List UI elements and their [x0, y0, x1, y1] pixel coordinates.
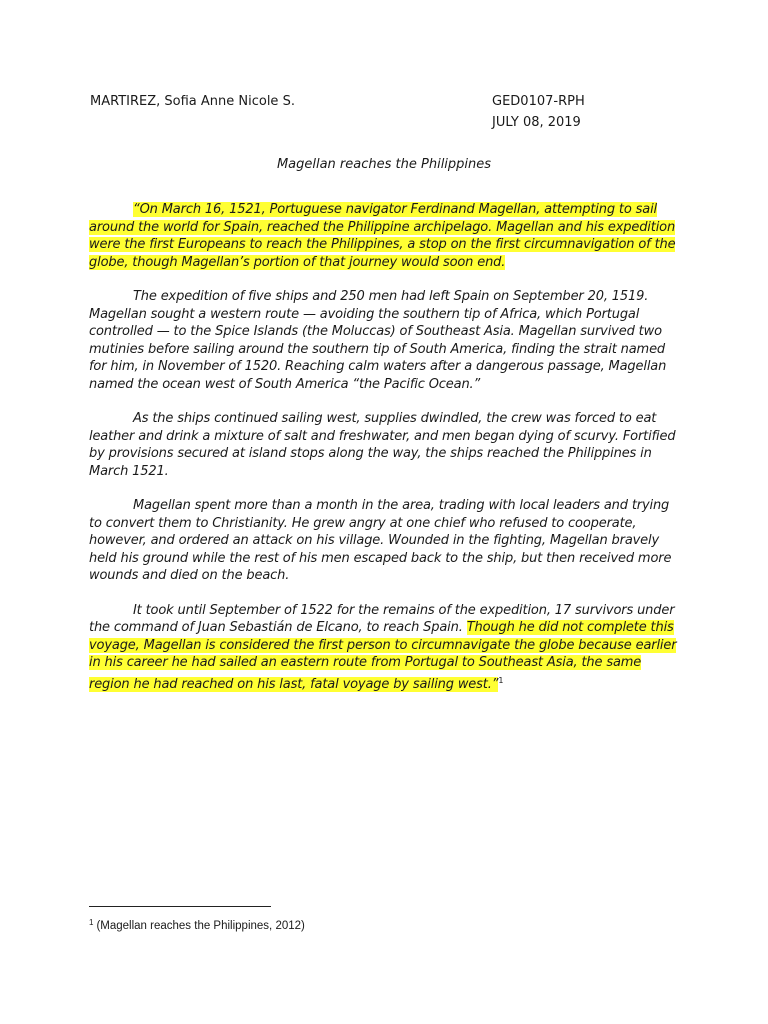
paragraph-4: Magellan spent more than a month in the area, trading with local leaders and trying to convert them to Christianity. He grew angry at one chief who refused to cooperate, however, and ordered an attack on his village. Wounded in the fighting, Magellan bravely held his ground while the rest of his men escaped back to the ship, but then received more wounds and died on the beach. — [89, 498, 672, 583]
course-code: GED0107-RPH — [492, 94, 585, 109]
footnote-text: (Magellan reaches the Philippines, 2012) — [96, 920, 305, 932]
paragraph-1 — [89, 201, 681, 271]
paragraph-2: The expedition of five ships and 250 men had left Spain on September 20, 1519. Magellan sought a western route — avoiding the southern tip of Africa, which Portugal controlled — to the Spice Islands (the Moluccas) of Southeast Asia. Magellan survived two mutinies before sailing around the southern tip of South America, finding the strait named for him, in November of 1520. Reaching calm waters after a dangerous passage, Magellan named the ocean west of South America “the Pacific Ocean.” — [89, 289, 667, 392]
document-body — [89, 201, 681, 710]
paragraph-5 — [89, 602, 681, 694]
paragraph-5-plain: It took until September of 1522 for the remains of the expedition, 17 survivors under the command of Juan Sebastián de Elcano, to reach Spain. — [89, 602, 675, 635]
submission-date: JULY 08, 2019 — [492, 115, 581, 130]
footnote-number: 1 — [89, 918, 94, 927]
document-title: Magellan reaches the Philippines — [276, 157, 492, 172]
paragraph-3: As the ships continued sailing west, supplies dwindled, the crew was forced to eat leather and drink a mixture of salt and freshwater, and men began dying of scurvy. Fortified by provisions secured at island stops along the way, the ships reached the Philippines in March 1521. — [89, 411, 676, 479]
highlighted-text: “On March 16, 1521, Portuguese navigator Ferdinand Magellan, attempting to sail around the world for Spain, reached the Philippine archipelago. Magellan and his expedition were the first Europeans to reach the Philippines, a stop on the first circumnavigation of the globe, though Magellan’s portion of that journey would soon end. — [89, 202, 676, 270]
highlighted-text: Though he did not complete this voyage, Magellan is considered the first person to circumnavigate the globe because earlier in his career he had sailed an eastern route from Portugal to Southeast Asia, the same region he had reached on his last, fatal voyage by sailing west.” — [89, 620, 677, 692]
footnote-separator — [89, 906, 271, 907]
footnote — [89, 916, 305, 933]
footnote-reference[interactable]: 1 — [498, 675, 504, 685]
author-name: MARTIREZ, Sofia Anne Nicole S. — [90, 94, 295, 109]
